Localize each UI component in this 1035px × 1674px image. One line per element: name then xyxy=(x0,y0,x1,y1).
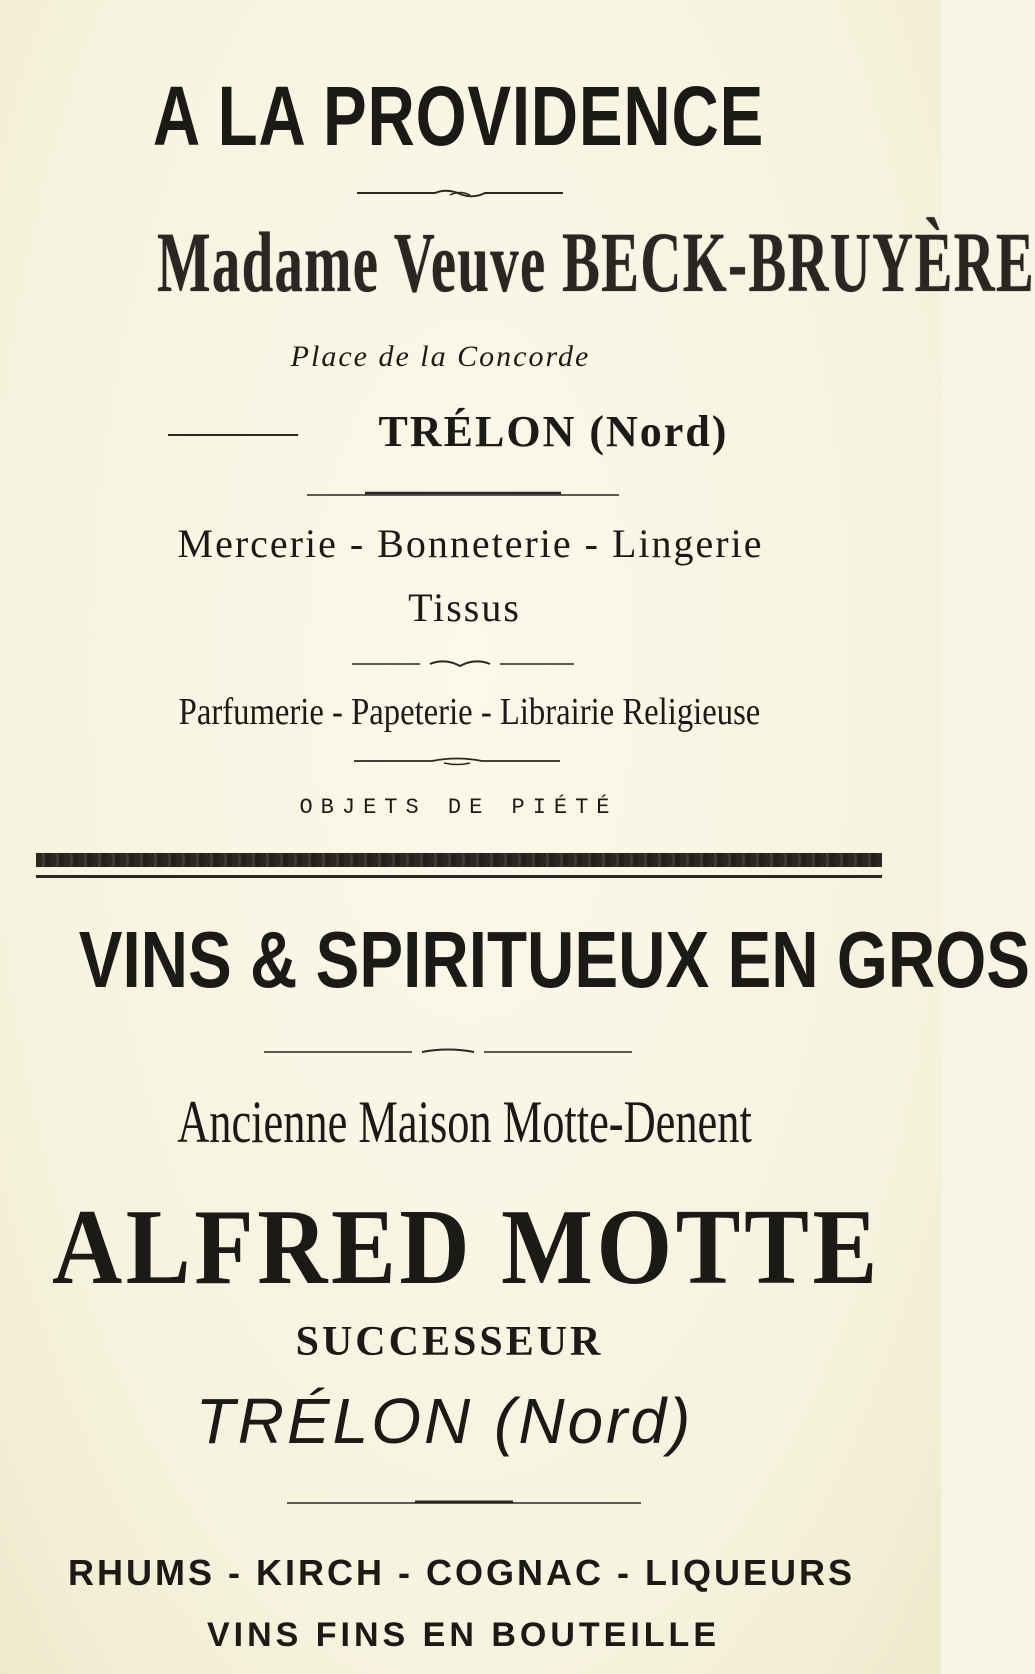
goods-line-1: Mercerie - Bonneterie - Lingerie xyxy=(177,521,764,566)
products-line-1: RHUMS - KIRCH - COGNAC - LIQUEURS xyxy=(68,1552,855,1593)
separator-thick-rule xyxy=(36,853,882,867)
goods-line-2: Tissus xyxy=(408,585,521,630)
shop-town: TRÉLON (Nord) xyxy=(378,407,729,456)
former-house: Ancienne Maison Motte-Denent xyxy=(177,1089,752,1155)
ornament-divider-3 xyxy=(350,656,576,672)
goods-line-3: Parfumerie - Papeterie - Librairie Religieuse xyxy=(178,691,761,733)
separator-thin-rule xyxy=(36,875,882,878)
wine-town: TRÉLON (Nord) xyxy=(195,1385,694,1457)
proprietor-name: ALFRED MOTTE xyxy=(52,1188,881,1307)
ornament-divider-6 xyxy=(285,1497,643,1509)
ornament-divider-5 xyxy=(262,1046,634,1058)
ornament-divider-4 xyxy=(352,755,562,767)
proprietor-role: SUCCESSEUR xyxy=(295,1319,604,1365)
wine-headline: VINS & SPIRITUEUX EN GROS xyxy=(78,915,1031,1004)
products-line-2: VINS FINS EN BOUTEILLE xyxy=(206,1616,721,1654)
owner-name: Madame Veuve BECK-BRUYÈRE xyxy=(156,214,1035,310)
shop-address: Place de la Concorde xyxy=(290,340,591,373)
shop-name: A LA PROVIDENCE xyxy=(152,69,765,163)
goods-line-4: OBJETS DE PIÉTÉ xyxy=(299,795,618,820)
ornament-divider-1 xyxy=(355,186,565,200)
ornament-divider-2 xyxy=(305,489,621,501)
